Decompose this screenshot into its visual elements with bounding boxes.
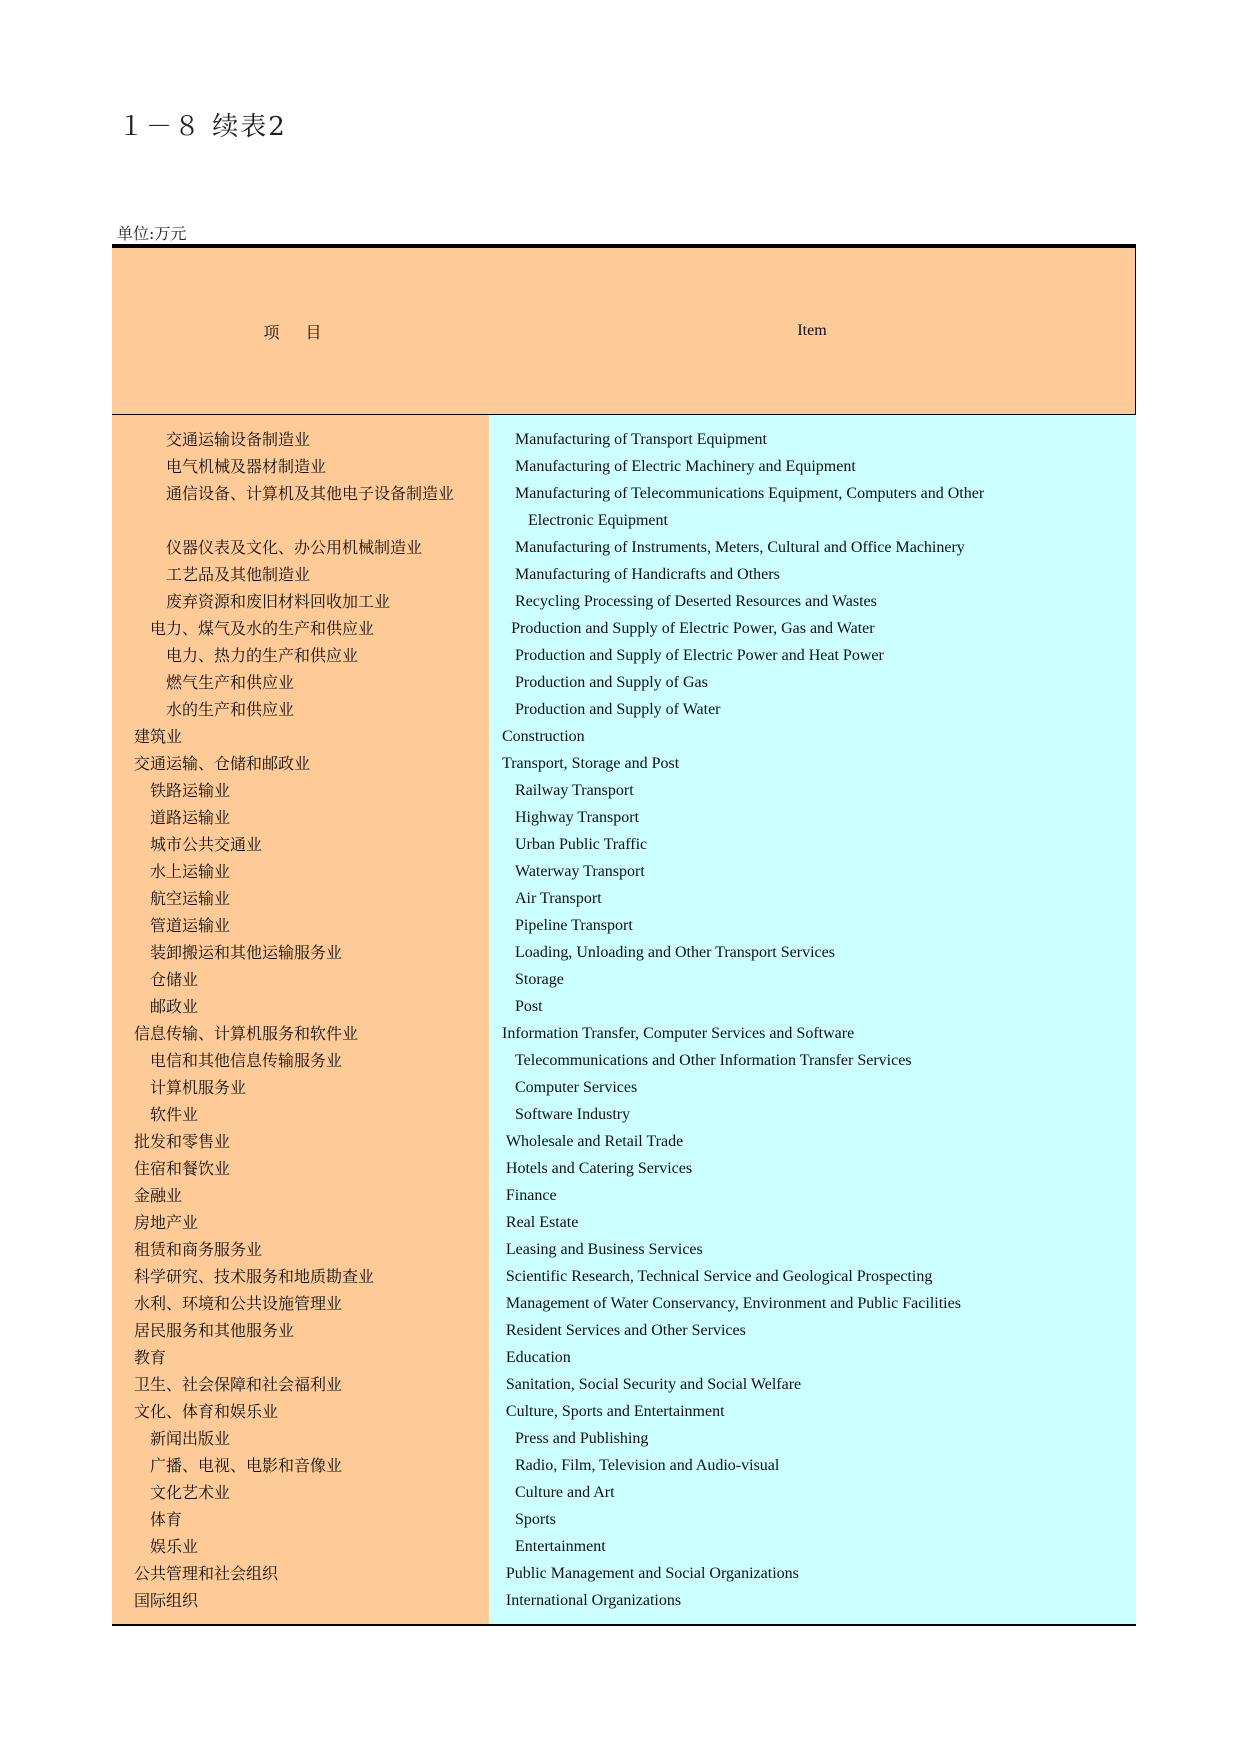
table-row-en: Culture, Sports and Entertainment — [505, 1403, 725, 1420]
table-row-en: Production and Supply of Water — [515, 701, 721, 718]
table-row-en: Urban Public Traffic — [515, 836, 648, 853]
table-row-cn: 电气机械及器材制造业 — [166, 457, 327, 476]
table-row-cn: 交通运输、仓储和邮政业 — [134, 754, 311, 773]
table-row-cn: 新闻出版业 — [150, 1429, 231, 1448]
table-row-en: Railway Transport — [515, 782, 634, 799]
table-row-cn: 装卸搬运和其他运输服务业 — [150, 943, 343, 962]
table-row-cn: 批发和零售业 — [134, 1132, 231, 1151]
page-title: １－８ 续表2 — [118, 112, 287, 142]
table-row-en: Entertainment — [515, 1538, 606, 1555]
table-row-cn: 电信和其他信息传输服务业 — [150, 1051, 343, 1070]
table-row-cn: 通信设备、计算机及其他电子设备制造业 — [166, 484, 455, 503]
table-row-en: Production and Supply of Electric Power, Gas and Water — [511, 620, 875, 637]
table-row-en: Production and Supply of Electric Power and Heat Power — [515, 647, 884, 664]
table-row-en: Electronic Equipment — [528, 512, 668, 529]
table-row-en: Air Transport — [515, 890, 602, 907]
table-row-cn: 科学研究、技术服务和地质勘查业 — [134, 1267, 375, 1286]
table-row-en: International Organizations — [505, 1592, 682, 1609]
table-row-cn: 航空运输业 — [150, 889, 231, 908]
table-row-en: Press and Publishing — [515, 1430, 649, 1447]
table-row-en: Sanitation, Social Security and Social Welfare — [505, 1376, 802, 1393]
bottom-rule — [112, 1624, 1136, 1626]
table-row-cn: 文化、体育和娱乐业 — [134, 1402, 279, 1421]
table-body — [112, 415, 1136, 1624]
table-row-cn: 公共管理和社会组织 — [134, 1564, 279, 1583]
table-row-en: Manufacturing of Handicrafts and Others — [515, 566, 780, 583]
table-row-en: Manufacturing of Instruments, Meters, Cultural and Office Machinery — [515, 539, 965, 556]
table-row-en: Manufacturing of Electric Machinery and Equipment — [515, 458, 856, 475]
table-row-en: Construction — [502, 728, 585, 745]
table-row-cn: 废弃资源和废旧材料回收加工业 — [166, 592, 391, 611]
table-row-en: Software Industry — [515, 1106, 631, 1123]
table-row-en: Storage — [515, 971, 564, 988]
unit-label: 单位:万元 — [117, 224, 187, 243]
table-row-cn: 邮政业 — [150, 997, 199, 1016]
table-row-cn: 房地产业 — [134, 1213, 199, 1232]
header-item-en: Item — [797, 322, 827, 339]
table-row-en: Sports — [515, 1511, 556, 1528]
table-row-en: Manufacturing of Telecommunications Equipment, Computers and Other — [515, 485, 985, 502]
table-row-en: Information Transfer, Computer Services and Software — [502, 1025, 855, 1042]
table-row-cn: 广播、电视、电影和音像业 — [150, 1456, 343, 1475]
table-row-cn — [112, 507, 489, 534]
table-row-cn: 铁路运输业 — [150, 781, 231, 800]
table-row-en: Recycling Processing of Deserted Resources and Wastes — [515, 593, 877, 610]
table-row-en: Scientific Research, Technical Service and Geological Prospecting — [505, 1268, 933, 1285]
table-row-en: Post — [515, 998, 543, 1015]
table-row-cn: 教育 — [134, 1348, 167, 1367]
table-row-cn: 电力、热力的生产和供应业 — [166, 646, 359, 665]
table-row-en: Computer Services — [515, 1079, 638, 1096]
table-row-en: Telecommunications and Other Information Transfer Services — [515, 1052, 912, 1069]
table-header — [112, 248, 1136, 414]
table-row-cn: 体育 — [150, 1510, 183, 1529]
table-row-cn: 城市公共交通业 — [150, 835, 263, 854]
table-row-en: Pipeline Transport — [515, 917, 633, 934]
table-row-en: Hotels and Catering Services — [505, 1160, 693, 1177]
table-row-en: Manufacturing of Transport Equipment — [515, 431, 767, 448]
table-row-en: Leasing and Business Services — [505, 1241, 703, 1258]
table-row-cn: 仪器仪表及文化、办公用机械制造业 — [166, 538, 423, 557]
table-row-cn: 金融业 — [134, 1186, 183, 1205]
table-row-en: Education — [505, 1349, 571, 1366]
table-row-cn: 电力、煤气及水的生产和供应业 — [150, 619, 375, 638]
table-row-cn: 水利、环境和公共设施管理业 — [134, 1294, 343, 1313]
table-row-cn: 道路运输业 — [150, 808, 231, 827]
table-row-cn: 建筑业 — [134, 727, 183, 746]
table-row-en: Radio, Film, Television and Audio-visual — [515, 1457, 780, 1474]
header-item-cn: 项目 — [263, 322, 348, 342]
table-row-cn: 卫生、社会保障和社会福利业 — [134, 1375, 343, 1394]
table-row-cn: 住宿和餐饮业 — [134, 1159, 231, 1178]
table-row-cn: 计算机服务业 — [150, 1078, 247, 1097]
table-row-cn: 软件业 — [150, 1105, 199, 1124]
table-row-cn: 娱乐业 — [150, 1537, 199, 1556]
table-row-en: Loading, Unloading and Other Transport Services — [515, 944, 835, 961]
table-row-en: Production and Supply of Gas — [515, 674, 708, 691]
table-row-cn: 文化艺术业 — [150, 1483, 231, 1502]
table-row-en: Public Management and Social Organizations — [505, 1565, 799, 1582]
classification-table — [112, 244, 1136, 1626]
table-row-en: Resident Services and Other Services — [505, 1322, 746, 1339]
table-row-cn: 燃气生产和供应业 — [166, 673, 295, 692]
table-row-en: Wholesale and Retail Trade — [505, 1133, 684, 1150]
table-row-en: Transport, Storage and Post — [502, 755, 680, 772]
table-row-en: Finance — [505, 1187, 557, 1204]
column-chinese — [112, 415, 489, 1624]
table-row-cn: 信息传输、计算机服务和软件业 — [134, 1024, 359, 1043]
table-row-cn: 交通运输设备制造业 — [166, 430, 311, 449]
table-row-cn: 居民服务和其他服务业 — [134, 1321, 295, 1340]
table-row-en: Real Estate — [505, 1214, 579, 1231]
table-row-cn: 水上运输业 — [150, 862, 231, 881]
table-row-en: Waterway Transport — [515, 863, 645, 880]
table-row-cn: 国际组织 — [134, 1591, 199, 1610]
table-row-en: Highway Transport — [515, 809, 640, 826]
table-row-en: Management of Water Conservancy, Environment and Public Facilities — [505, 1295, 961, 1312]
table-row-cn: 水的生产和供应业 — [166, 700, 295, 719]
table-row-en: Culture and Art — [515, 1484, 615, 1501]
table-row-cn: 租赁和商务服务业 — [134, 1240, 263, 1259]
column-english — [489, 415, 1136, 1624]
table-row-cn: 管道运输业 — [150, 916, 231, 935]
table-row-cn: 工艺品及其他制造业 — [166, 565, 311, 584]
table-row-cn: 仓储业 — [150, 970, 199, 989]
